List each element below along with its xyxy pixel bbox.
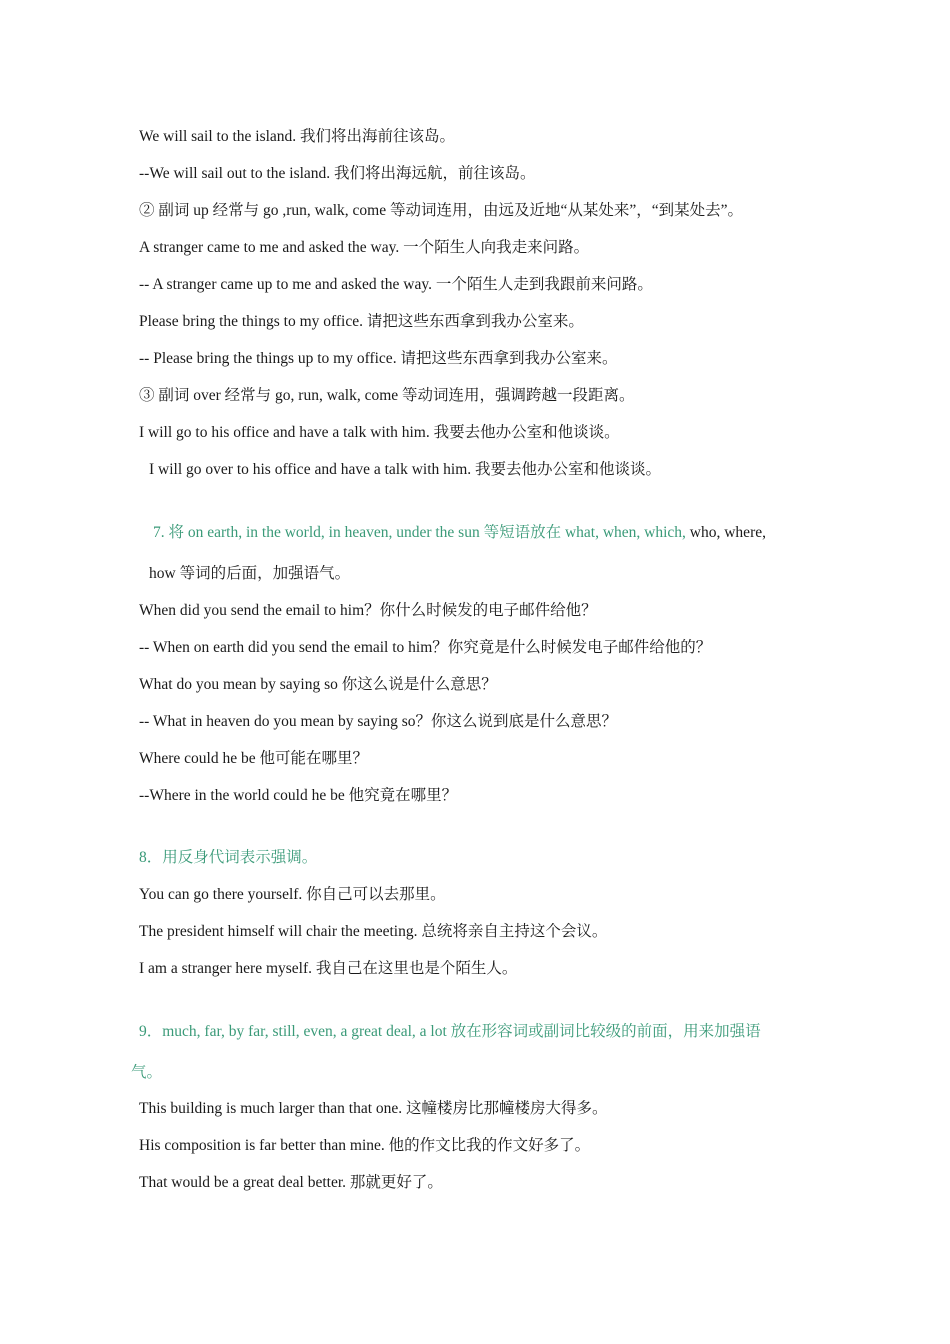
text-line: --We will sail out to the island. 我们将出海远航，前往该岛。: [139, 165, 536, 182]
text-line: We will sail to the island. 我们将出海前往该岛。: [139, 128, 456, 145]
section-8-heading: 8．用反身代词表示强调。: [139, 849, 318, 866]
section-7-heading-green: 7. 将 on earth, in the world, in heaven, under the sun 等短语放在 what, when, which,: [153, 524, 686, 541]
text-line: ③ 副词 over 经常与 go, run, walk, come 等动词连用，强调跨越一段距离。: [139, 387, 635, 404]
example-line: -- When on earth did you send the email to him？你究竟是什么时候发电子邮件给他的？: [139, 639, 712, 656]
example-line: -- What in heaven do you mean by saying so？你这么说到底是什么意思？: [139, 713, 617, 730]
section-7-heading: [153, 523, 766, 543]
text-line: A stranger came to me and asked the way. 一个陌生人向我走来问路。: [139, 239, 590, 256]
text-line: I will go over to his office and have a talk with him. 我要去他办公室和他谈谈。: [149, 461, 662, 478]
section-7-heading-continued: how 等词的后面，加强语气。: [149, 565, 351, 582]
example-line: That would be a great deal better. 那就更好了。: [139, 1174, 443, 1191]
example-line: What do you mean by saying so 你这么说是什么意思？: [139, 676, 497, 693]
section-7-heading-dark: who, where,: [685, 524, 766, 541]
section-9-heading: 9．much, far, by far, still, even, a great deal, a lot 放在形容词或副词比较级的前面，用来加强语: [139, 1023, 761, 1040]
example-line: His composition is far better than mine. 他的作文比我的作文好多了。: [139, 1137, 591, 1154]
section-9-heading-continued: 气。: [131, 1064, 163, 1081]
example-line: When did you send the email to him？你什么时候发的电子邮件给他？: [139, 602, 597, 619]
text-line: I will go to his office and have a talk with him. 我要去他办公室和他谈谈。: [139, 424, 620, 441]
example-line: --Where in the world could he be 他究竟在哪里？: [139, 787, 458, 804]
example-line: Where could he be 他可能在哪里？: [139, 750, 368, 767]
text-line: ② 副词 up 经常与 go ,run, walk, come 等动词连用，由远及近地“从某处来”，“到某处去”。: [139, 202, 744, 219]
example-line: This building is much larger than that one. 这幢楼房比那幢楼房大得多。: [139, 1100, 608, 1117]
example-line: The president himself will chair the meeting. 总统将亲自主持这个会议。: [139, 923, 608, 940]
text-line: -- Please bring the things up to my office. 请把这些东西拿到我办公室来。: [139, 350, 618, 367]
text-line: Please bring the things to my office. 请把这些东西拿到我办公室来。: [139, 313, 584, 330]
text-line: -- A stranger came up to me and asked the way. 一个陌生人走到我跟前来问路。: [139, 276, 653, 293]
example-line: I am a stranger here myself. 我自己在这里也是个陌生人。: [139, 960, 518, 977]
example-line: You can go there yourself. 你自己可以去那里。: [139, 886, 446, 903]
